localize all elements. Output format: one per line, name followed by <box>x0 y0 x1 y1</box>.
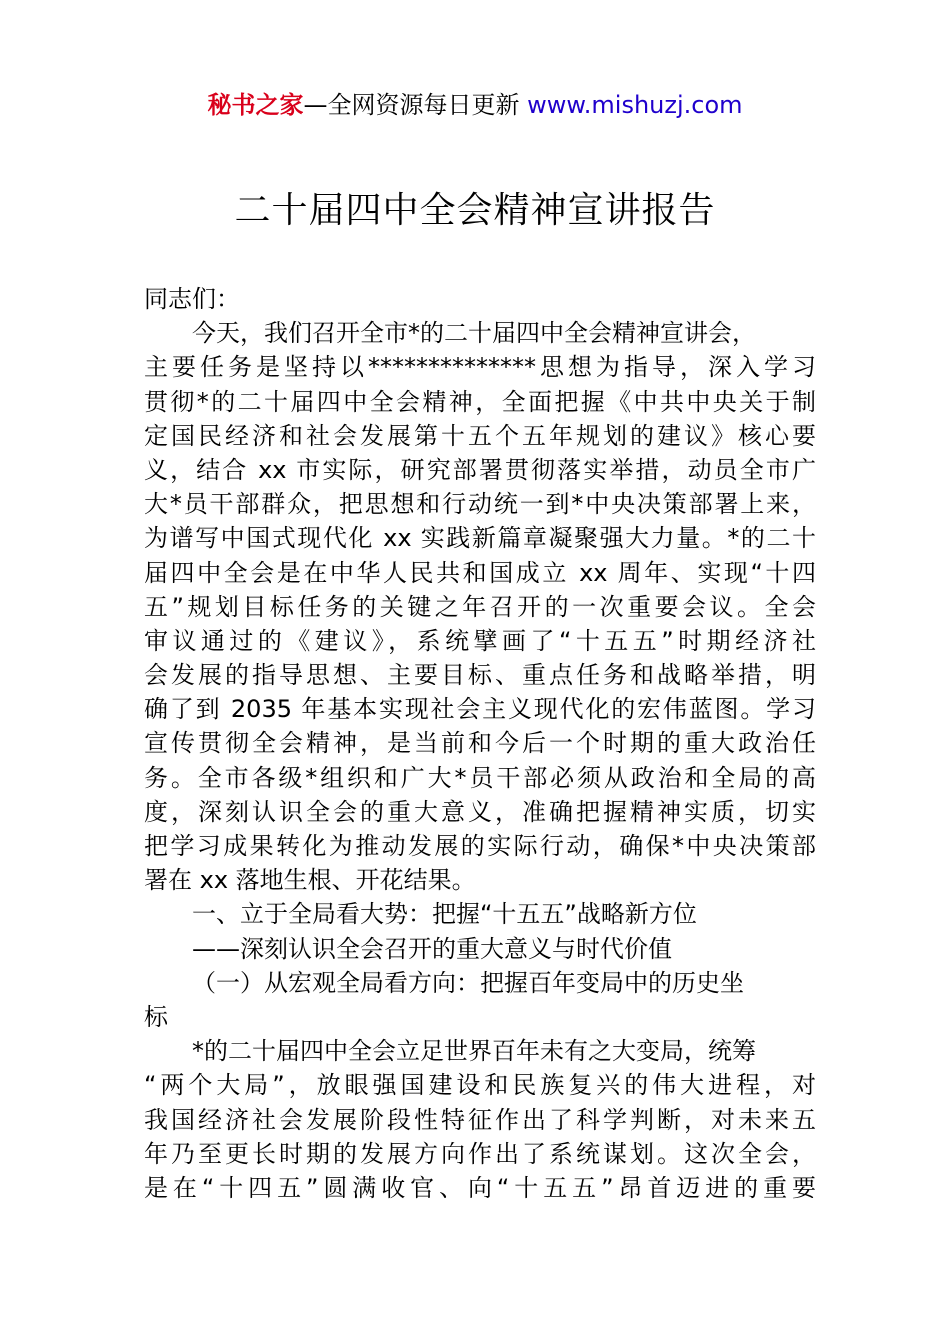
paragraph-line: 五”规划目标任务的关键之年召开的一次重要会议。全会 <box>144 592 816 621</box>
site-url-link[interactable]: www.mishuzj.com <box>527 91 743 119</box>
paragraph-line: 义，结合 xx 市实际，研究部署贯彻落实举措，动员全市广 <box>144 455 816 484</box>
paragraph-line: 为谱写中国式现代化 xx 实践新篇章凝聚强大力量。*的二十 <box>144 524 816 553</box>
subsection-heading-continued: 标 <box>144 1002 168 1031</box>
paragraph-line: 确了到 2035 年基本实现社会主义现代化的宏伟蓝图。学习 <box>144 695 816 724</box>
paragraph-line: 度，深刻认识全会的重大意义，准确把握精神实质，切实 <box>144 797 816 826</box>
subsection-heading: （一）从宏观全局看方向：把握百年变局中的历史坐 <box>192 968 744 997</box>
paragraph-line: *的二十届四中全会立足世界百年未有之大变局，统筹 <box>192 1037 756 1066</box>
header-tagline: —全网资源每日更新 <box>303 91 528 119</box>
paragraph-line: 务。全市各级*组织和广大*员干部必须从政治和全局的高 <box>144 763 816 792</box>
section-heading: 一、立于全局看大势：把握“十五五”战略新方位 <box>192 900 697 929</box>
document-body <box>144 282 816 1205</box>
paragraph-line: 届四中全会是在中华人民共和国成立 xx 周年、实现“十四 <box>144 558 816 587</box>
paragraph-line: 定国民经济和社会发展第十五个五年规划的建议》核心要 <box>144 421 816 450</box>
paragraph-line: 贯彻*的二十届四中全会精神，全面把握《中共中央关于制 <box>144 387 816 416</box>
paragraph-line: 会发展的指导思想、主要目标、重点任务和战略举措，明 <box>144 661 816 690</box>
salutation: 同志们： <box>144 285 240 313</box>
document-title: 二十届四中全会精神宣讲报告 <box>234 190 716 231</box>
paragraph-line: 年乃至更长时期的发展方向作出了系统谋划。这次全会， <box>144 1139 816 1168</box>
paragraph-line: 是在“十四五”圆满收官、向“十五五”昂首迈进的重要 <box>144 1173 816 1202</box>
paragraph-line: 把学习成果转化为推动发展的实际行动，确保*中央决策部 <box>144 832 816 860</box>
paragraph-line: 审议通过的《建议》，系统擘画了“十五五”时期经济社 <box>144 626 816 655</box>
paragraph-line: 今天，我们召开全市*的二十届四中全会精神宣讲会， <box>192 319 756 348</box>
paragraph-line: 署在 xx 落地生根、开花结果。 <box>144 866 476 895</box>
paragraph-line: 我国经济社会发展阶段性特征作出了科学判断，对未来五 <box>144 1105 816 1134</box>
paragraph-line: 大*员干部群众，把思想和行动统一到*中央决策部署上来， <box>144 490 816 519</box>
paragraph-line: 主要任务是坚持以**************思想为指导，深入学习 <box>144 353 816 382</box>
brand-name: 秘书之家 <box>207 91 304 119</box>
paragraph-line: “两个大局”，放眼强国建设和民族复兴的伟大进程，对 <box>144 1071 816 1100</box>
paragraph-line: 宣传贯彻全会精神，是当前和今后一个时期的重大政治任 <box>144 729 816 758</box>
site-header <box>0 88 950 122</box>
section-subheading: ——深刻认识全会召开的重大意义与时代价值 <box>192 934 672 963</box>
